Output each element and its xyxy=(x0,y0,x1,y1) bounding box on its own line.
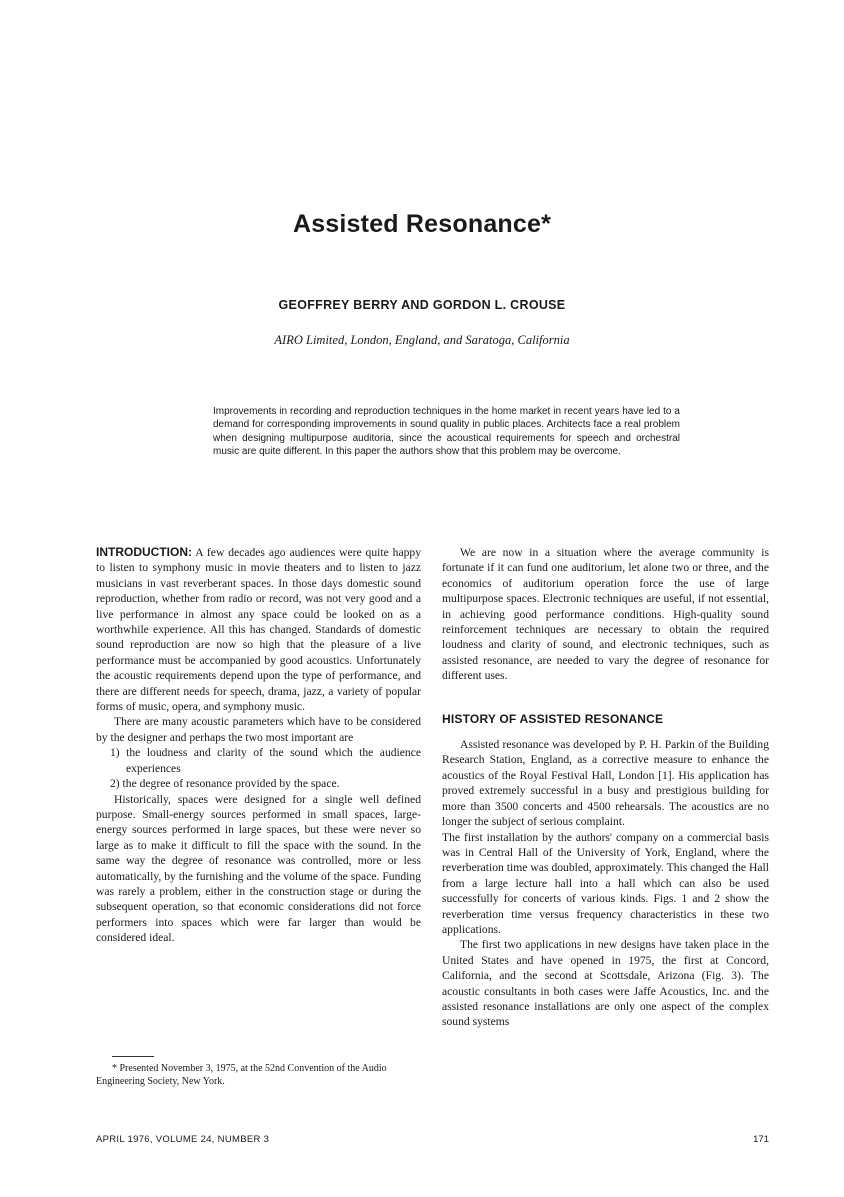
footnote-rule xyxy=(112,1056,154,1057)
intro-text: A few decades ago audiences were quite happy to listen to symphony music in movie theaters and to listen to jazz musicians in vast reverberant spaces. In those days domestic sound reproduction, whether from radio or record, was not very good and a live performance in almost any space could be looked on as a worthwhile experience. All this has changed. Standards of domestic sound reproduction are now so high that the pleasure of a live performance must be accompanied by good acoustics. Unfortunately the acoustic requirements depend upon the type of performance, and there are different needs for speech, drama, jazz, a variety of popular forms of music, opera, and symphony music. xyxy=(96,546,421,714)
body-paragraph: The first two applications in new designs have taken place in the United States and have opened in 1975, the first at Concord, California, and the second at Scottsdale, Arizona (Fig. 3). The acoustic consultants in both cases were Jaffe Acoustics, Inc. and the assisted resonance installations are only one aspect of the complex sound systems xyxy=(442,938,769,1029)
body-paragraph: Historically, spaces were designed for a single well defined purpose. Small-energy sources performed in small spaces, large-energy sources performed in large spaces, but these were never so large as to make it difficult to fill the space with the sound. In the same way the degree of resonance was controlled, more or less automatically, by the furnishing and the volume of the space. Funding was rarely a problem, either in the construction stage or during the subsequent operation, so that economic considerations did not force performers into spaces which were far larger than would be considered ideal. xyxy=(96,792,421,945)
author-affiliation: AIRO Limited, London, England, and Saratoga, California xyxy=(274,333,570,347)
body-paragraph: We are now in a situation where the average community is fortunate if it can fund one auditorium, let alone two or three, and the economics of auditorium operation force the use of large multipurpose spaces. Electronic techniques are useful, if not essential, in achieving good performance conditions. High-quality sound reinforcement techniques are necessary to obtain the required loudness and clarity of sound, and electronic techniques, such as assisted resonance, are needed to vary the degree of resonance for different uses. xyxy=(442,546,769,683)
footnote: * Presented November 3, 1975, at the 52nd Convention of the Audio Engineering Society, New York. xyxy=(96,1063,387,1087)
right-column xyxy=(442,545,769,1030)
body-paragraph: The first installation by the authors' company on a commercial basis was in Central Hall of the University of York, England, where the reverberation time was doubled, approximately. This changed the Hall from a large lecture hall into a hall which can also be used successfully for concerts of various kinds. Figs. 1 and 2 show the reverberation time versus frequency characteristics in these two applications. xyxy=(442,830,769,936)
intro-heading: INTRODUCTION: xyxy=(96,545,192,559)
parameter-list xyxy=(96,745,421,791)
paper-title: Assisted Resonance* xyxy=(292,210,552,238)
journal-footer: APRIL 1976, VOLUME 24, NUMBER 3 xyxy=(96,1134,270,1145)
body-paragraph: Assisted resonance was developed by P. H. Parkin of the Building Research Station, England, as a corrective measure to enhance the acoustics of the Royal Festival Hall, London [1]. His application has proved extremely successful in a busy and prestigious building for more than 3500 concerts and 4500 rehearsals. The acoustics are no longer the subject of serious complaint. xyxy=(442,738,769,829)
page-number: 171 xyxy=(753,1134,769,1145)
abstract: Improvements in recording and reproduction techniques in the home market in recent years have led to a demand for corresponding improvements in sound quality in public places. Architects face a real problem when designing multipurpose auditoria, since the acoustical requirements for speech and orchestral music are quite different. In this paper the authors show that this problem may be overcome. xyxy=(213,406,680,458)
left-column xyxy=(96,545,421,946)
list-item: 1) the loudness and clarity of the sound which the audience experiences xyxy=(110,746,421,775)
list-item: 2) the degree of resonance provided by the space. xyxy=(110,777,340,791)
author-names: GEOFFREY BERRY AND GORDON L. CROUSE xyxy=(278,298,566,312)
intro-paragraph xyxy=(96,545,421,714)
section-heading: HISTORY OF ASSISTED RESONANCE xyxy=(442,711,664,726)
body-paragraph: There are many acoustic parameters which have to be considered by the designer and perhaps the two most important are xyxy=(96,715,421,744)
